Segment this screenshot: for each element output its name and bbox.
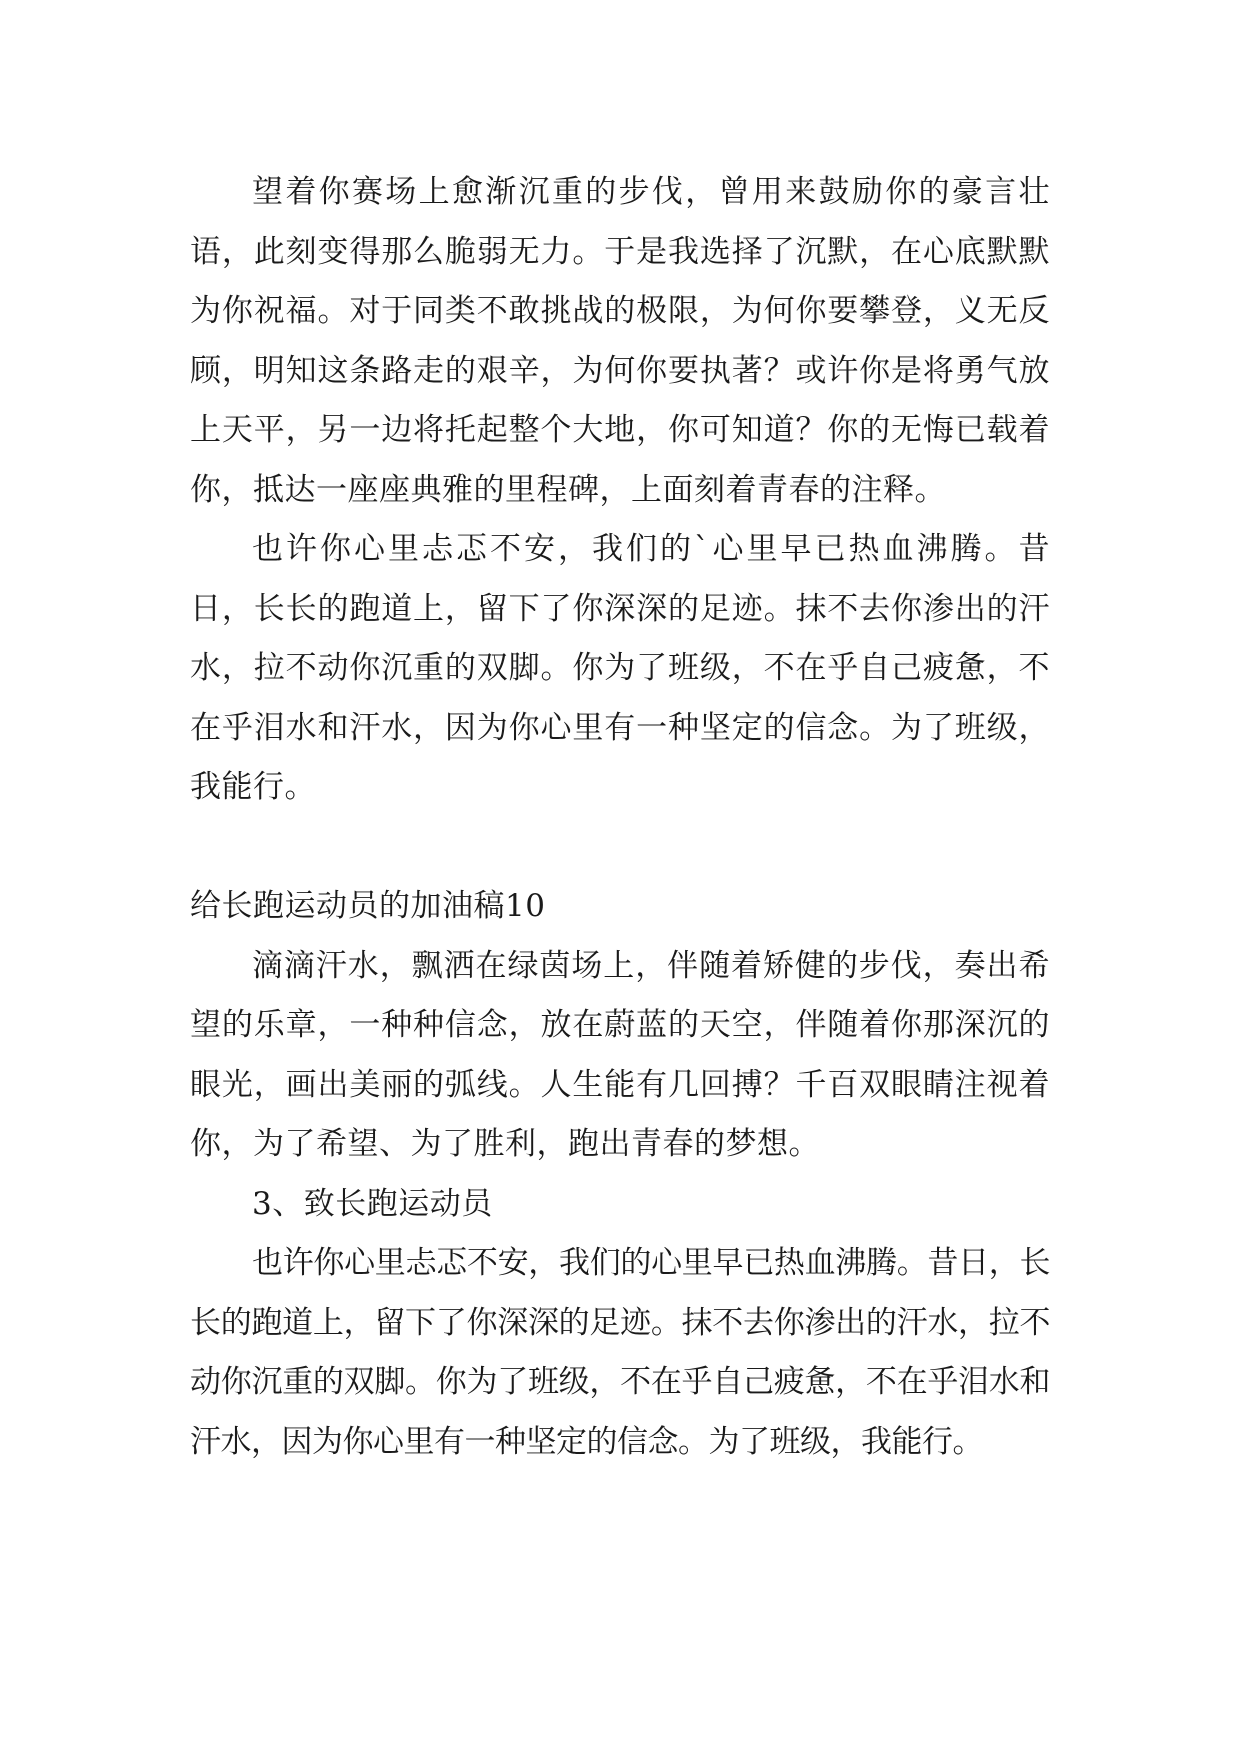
- document-body: [190, 163, 1050, 1472]
- paragraph-encouragement-2: 也许你心里忐忑不安，我们的`心里早已热血沸腾。昔日，长长的跑道上，留下了你深深的足迹。抹不去你渗出的汗水，拉不动你沉重的双脚。你为了班级，不在乎自己疲惫，不在乎泪水和汗水，因为你心里有一种坚定的信念。为了班级，我能行。: [190, 531, 1050, 805]
- subsection-heading: 3、致长跑运动员: [252, 1185, 493, 1222]
- paragraph-encouragement-3: 滴滴汗水，飘洒在绿茵场上，伴随着矫健的步伐，奏出希望的乐章，一种种信念，放在蔚蓝的天空，伴随着你那深沉的眼光，画出美丽的弧线。人生能有几回搏？千百双眼睛注视着你，为了希望、为了胜利，跑出青春的梦想。: [190, 947, 1050, 1162]
- section-heading: 给长跑运动员的加油稿10: [190, 888, 546, 924]
- paragraph-encouragement-4: 也许你心里忐忑不安，我们的心里早已热血沸腾。昔日，长长的跑道上，留下了你深深的足迹。抹不去你渗出的汗水，拉不动你沉重的双脚。你为了班级，不在乎自己疲惫，不在乎泪水和汗水，因为你心里有一种坚定的信念。为了班级，我能行。: [190, 1245, 1050, 1460]
- paragraph-encouragement-1: 望着你赛场上愈渐沉重的步伐，曾用来鼓励你的豪言壮语，此刻变得那么脆弱无力。于是我选择了沉默，在心底默默为你祝福。对于同类不敢挑战的极限，为何你要攀登，义无反顾，明知这条路走的艰辛，为何你要执著？或许你是将勇气放上天平，另一边将托起整个大地，你可知道？你的无悔已载着你，抵达一座座典雅的里程碑，上面刻着青春的注释。: [190, 174, 1050, 508]
